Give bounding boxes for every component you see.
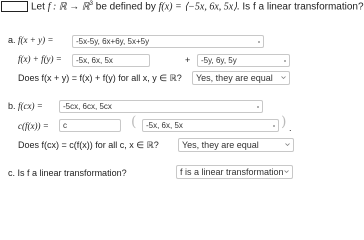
field-dot-icon — [258, 41, 260, 43]
field-dot-icon — [284, 60, 286, 62]
chevron-down-icon — [285, 142, 290, 147]
status-checkbox[interactable] — [1, 1, 28, 12]
part-a-field-fy[interactable]: -5y, 6y, 5y — [197, 54, 290, 67]
close-paren: ) — [281, 114, 287, 130]
plus-sign: + — [185, 55, 191, 65]
part-a-field-fx[interactable]: -5x, 6x, 5x — [72, 54, 150, 67]
part-a-field-fxy[interactable]: -5x-5y, 6x+6y, 5x+5y — [72, 35, 264, 48]
part-b-field-c[interactable]: c — [59, 119, 121, 132]
part-a-expr2: f(x) + f(y) = — [18, 54, 62, 64]
part-c-question: c. Is f a linear transformation? — [8, 168, 127, 178]
part-b-line1: b. f(cx) = — [8, 101, 43, 111]
part-b-field-fx[interactable]: -5x, 6x, 5x — [142, 119, 279, 132]
part-b-expr2: c(f(x)) = — [18, 121, 49, 131]
chevron-down-icon — [281, 75, 286, 80]
part-a-line1: a. f(x + y) = — [8, 35, 54, 45]
part-b-answer-select[interactable]: Yes, they are equal — [178, 138, 294, 152]
field-dot-icon — [257, 106, 259, 108]
open-paren: ( — [131, 114, 137, 130]
part-b-field-fcx[interactable]: -5cx, 6cx, 5cx — [59, 100, 263, 113]
field-dot-icon — [273, 125, 275, 127]
header-text: Let f : ℝ → ℝ$^3$ be defined by f(x) = ⟨−5x, 6x, 5x⟩. Is f a linear transformation? — [31, 1, 364, 13]
period: . — [289, 123, 292, 133]
part-c-answer-select[interactable]: f is a linear transformation — [176, 165, 293, 179]
chevron-down-icon — [284, 169, 289, 174]
part-b-question: Does f(cx) = c(f(x)) for all c, x ∈ ℝ? — [18, 140, 159, 150]
part-a-answer-select[interactable]: Yes, they are equal — [192, 71, 290, 85]
part-a-question: Does f(x + y) = f(x) + f(y) for all x, y ∈ ℝ? — [18, 73, 182, 83]
